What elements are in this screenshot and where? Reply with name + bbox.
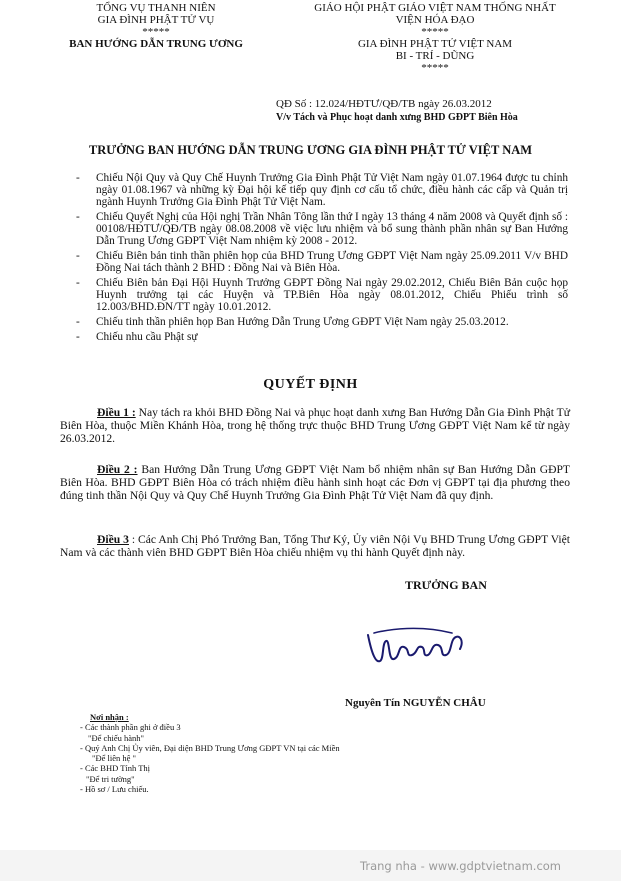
- article-3-label: Điều 3: [97, 533, 129, 546]
- article-3: [60, 533, 570, 559]
- recipients-title: Nơi nhận :: [90, 712, 129, 722]
- article-2-label: Điều 2 :: [97, 463, 138, 476]
- org-line-3: BAN HƯỚNG DẪN TRUNG ƯƠNG: [69, 38, 243, 50]
- recipient-line: "Để chiếu hành": [88, 732, 145, 743]
- article-1-text: Nay tách ra khỏi BHD Đồng Nai và phục hoạt danh xưng Ban Hướng Dẫn Gia Đình Phật Tử Biên Hòa, thuộc Miền Khánh Hòa, trong hệ thống trực thuộc BHD Trung Ương GĐPT Việt Nam kể từ ngày 26.03.2012.: [60, 406, 570, 445]
- website-footer: Trang nha - www.gdptvietnam.com: [360, 859, 562, 873]
- church-stars-1: *****: [421, 26, 449, 38]
- citation-item: - Chiếu Nội Quy và Quy Chế Huynh Trưởng Gia Đình Phật Tử Việt Nam ngày 01.07.1964 được tu chỉnh ngày 01.08.1967 và những kỳ Đại hội kế tiếp quy định cơ cấu tổ chức, điều hành các cấp và Quản trị ngành Huynh Trưởng Gia Đình Phật Tử Việt Nam.: [96, 172, 568, 208]
- org-stars: *****: [142, 26, 170, 38]
- church-line-3: GIA ĐÌNH PHẬT TỬ VIỆT NAM: [357, 38, 513, 50]
- citations: [96, 172, 568, 346]
- church-stars-2: *****: [421, 62, 449, 74]
- handwritten-signature: [360, 615, 470, 680]
- issuer-title: TRƯỞNG BAN HƯỚNG DẪN TRUNG ƯƠNG GIA ĐÌNH PHẬT TỬ VIỆT NAM: [88, 143, 533, 157]
- citation-item: - Chiếu nhu cầu Phật sự: [96, 331, 568, 343]
- org-line-1: TỔNG VỤ THANH NIÊN: [96, 2, 216, 14]
- recipient-line: - Các BHD Tỉnh Thị: [80, 763, 151, 774]
- decision-number: QĐ Số : 12.024/HĐTƯ/QĐ/TB ngày 26.03.2012: [276, 98, 492, 110]
- recipient-line: - Quý Anh Chị Ủy viên, Đại diện BHD Trung Ương GĐPT VN tại các Miền: [80, 742, 340, 753]
- citation-item: - Chiếu Quyết Nghị của Hội nghị Trần Nhân Tông lần thứ I ngày 13 tháng 4 năm 2008 và Quyết định số : 00108/HĐTƯ/QĐ/TB ngày 08.08.2008 về việc lưu nhiệm và bổ sung thành phần nhân sự Ban Hướng Dẫn Trung Ương GĐPT Việt Nam nhiệm kỳ 2008 - 2012.: [96, 211, 568, 247]
- decision-subject: V/v Tách và Phục hoạt danh xưng BHD GĐPT Biên Hòa: [276, 112, 518, 123]
- article-2-text: Ban Hướng Dẫn Trung Ương GĐPT Việt Nam bổ nhiệm nhân sự Ban Hướng Dẫn GĐPT Biên Hòa. BHD GĐPT Biên Hòa có trách nhiệm điều hành sinh hoạt các Đơn vị GĐPT tại địa phương theo đúng tinh thần Nội Quy và Quy Chế Huynh Trưởng Gia Đình Phật Tử Việt Nam đã quy định.: [60, 463, 570, 502]
- recipient-line: - Hồ sơ / Lưu chiếu.: [80, 784, 149, 795]
- article-3-text: : Các Anh Chị Phó Trưởng Ban, Tổng Thư Ký, Ủy viên Nội Vụ BHD Trung Ương GĐPT Việt Nam và các thành viên BHD GĐPT Biên Hòa chiếu nhiệm vụ thi hành Quyết định này.: [60, 533, 570, 559]
- decision-title: QUYẾT ĐỊNH: [263, 377, 358, 392]
- header-right: [270, 2, 600, 74]
- recipients: [80, 712, 340, 794]
- recipient-line: - Các thành phần ghi ở điều 3: [80, 722, 181, 733]
- citation-item: - Chiếu tinh thần phiên họp Ban Hướng Dẫn Trung Ương GĐPT Việt Nam ngày 25.03.2012.: [96, 316, 568, 328]
- org-line-2: GIA ĐÌNH PHẬT TỬ VỤ: [97, 14, 215, 26]
- article-1: [60, 406, 570, 445]
- recipient-line: "Để tri tường": [86, 773, 135, 784]
- signer-name: Nguyên Tín NGUYỄN CHÂU: [345, 697, 486, 709]
- church-line-4: BI - TRÍ - DŨNG: [395, 50, 475, 62]
- header-left: [46, 2, 266, 50]
- church-line-1: GIÁO HỘI PHẬT GIÁO VIỆT NAM THỐNG NHẤT: [314, 2, 556, 14]
- article-2: [60, 463, 570, 502]
- citation-item: - Chiếu Biên bản Đại Hội Huynh Trưởng GĐPT Đồng Nai ngày 29.02.2012, Chiếu Biên Bản cuộc họp Huynh trưởng tại các Huyện và TP.Biên Hòa ngày 08.01.2012, Chiếu Phiếu trình số 12.003/BHD.ĐN/TT ngày 10.01.2012.: [96, 277, 568, 313]
- article-1-label: Điều 1 :: [97, 406, 136, 419]
- church-line-2: VIỆN HÓA ĐẠO: [395, 14, 475, 26]
- recipient-line: "Để liên hệ ": [92, 753, 136, 764]
- signature-title: TRƯỞNG BAN: [405, 578, 487, 592]
- citation-item: - Chiếu Biên bản tinh thần phiên họp của BHD Trung Ương GĐPT Việt Nam ngày 25.09.2011 V/v BHD Đồng Nai tách thành 2 BHD : Đồng Nai và Biên Hòa.: [96, 250, 568, 274]
